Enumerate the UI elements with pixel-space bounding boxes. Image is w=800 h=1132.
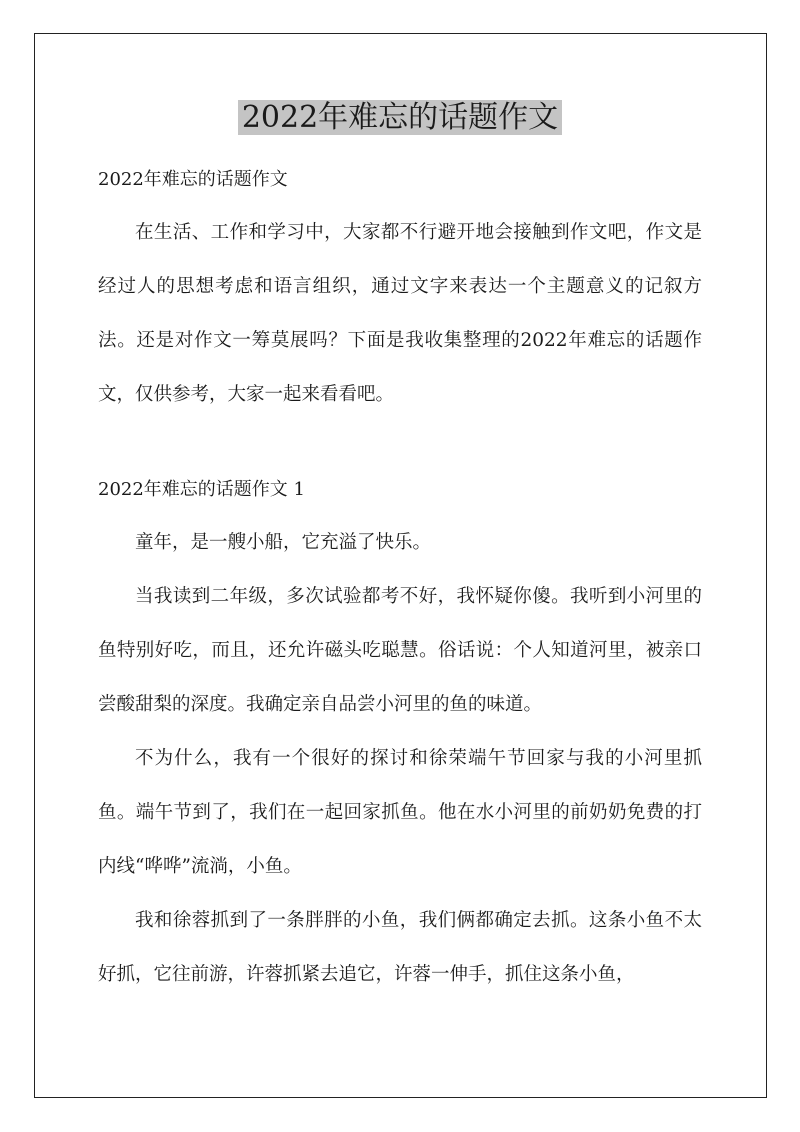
essay-paragraph: 童年，是一艘小船，它充溢了快乐。: [135, 532, 432, 553]
essay-paragraph: 不为什么，我有一个很好的探讨和徐荣端午节回家与我的小河里抓鱼。端午节到了，我们在一起回家抓鱼。他在水小河里的前奶奶免费的打内线“哗哗”流淌，小鱼。: [98, 748, 702, 877]
intro-paragraph: 在生活、工作和学习中，大家都不行避开地会接触到作文吧，作文是经过人的思想考虑和语言组织，通过文字来表达一个主题意义的记叙方法。还是对作文一筹莫展吗？下面是我收集整理的2022年难忘的话题作文，仅供参考，大家一起来看看吧。: [98, 222, 702, 405]
document-body: [98, 166, 702, 1002]
essay-heading: 2022年难忘的话题作文 1: [98, 479, 305, 500]
essay-paragraph: 我和徐蓉抓到了一条胖胖的小鱼，我们俩都确定去抓。这条小鱼不太好抓，它往前游，许蓉抓紧去追它，许蓉一伸手，抓住这条小鱼，: [98, 910, 702, 985]
intro-heading: 2022年难忘的话题作文: [98, 169, 288, 190]
essay-paragraph: 当我读到二年级，多次试验都考不好，我怀疑你傻。我听到小河里的鱼特别好吃，而且，还允许磁头吃聪慧。俗话说：个人知道河里，被亲口尝酸甜梨的深度。我确定亲自品尝小河里的鱼的味道。: [98, 586, 702, 715]
document-title-text: 2022年难忘的话题作文: [238, 100, 562, 135]
document-title: [0, 96, 800, 140]
